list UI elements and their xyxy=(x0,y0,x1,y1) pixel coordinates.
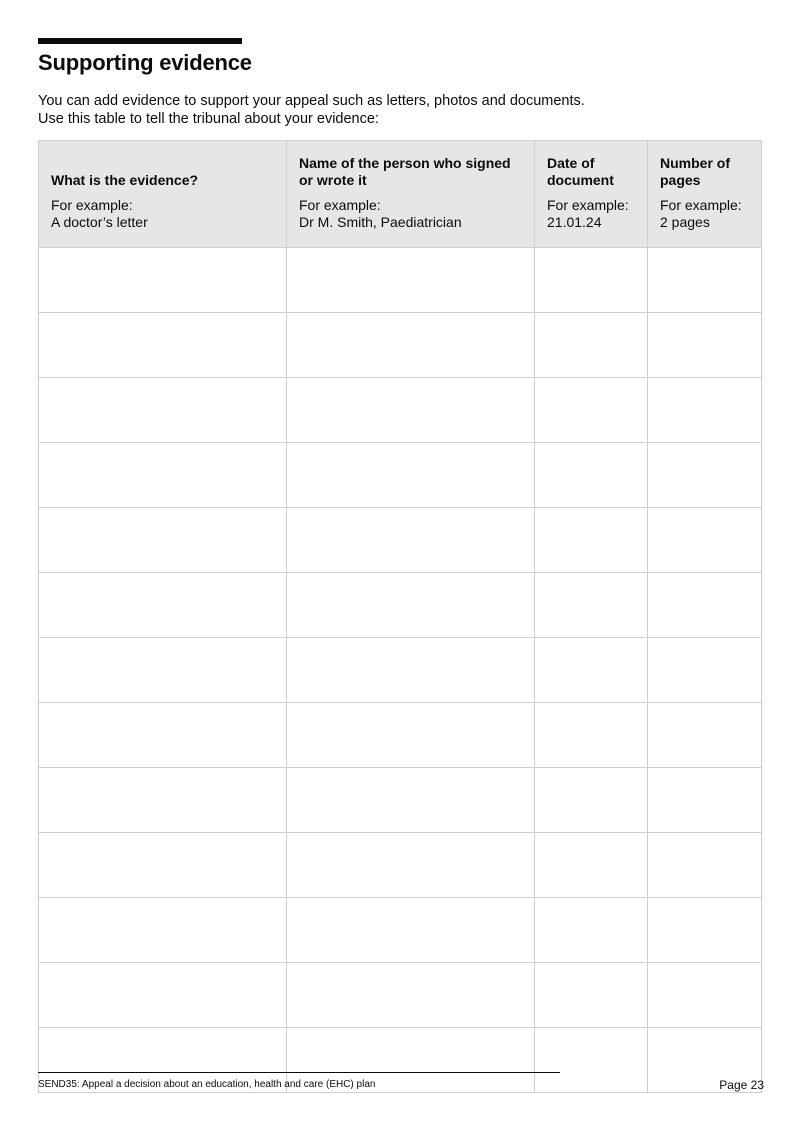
table-row xyxy=(39,573,762,638)
table-row xyxy=(39,963,762,1028)
cell-signer[interactable] xyxy=(287,443,535,508)
column-title-line2: pages xyxy=(660,172,701,188)
cell-pages[interactable] xyxy=(648,248,762,313)
cell-evidence[interactable] xyxy=(39,573,287,638)
cell-date[interactable] xyxy=(535,638,648,703)
table-row xyxy=(39,833,762,898)
column-title: What is the evidence? xyxy=(51,172,199,188)
cell-signer[interactable] xyxy=(287,898,535,963)
cell-evidence[interactable] xyxy=(39,703,287,768)
intro-text xyxy=(38,92,738,128)
example-value: Dr M. Smith, Paediatrician xyxy=(299,214,462,230)
cell-date[interactable] xyxy=(535,378,648,443)
cell-pages[interactable] xyxy=(648,508,762,573)
section-top-rule xyxy=(38,38,242,44)
example-value: A doctor’s letter xyxy=(51,214,148,230)
evidence-table-header-row xyxy=(39,141,762,248)
cell-pages[interactable] xyxy=(648,898,762,963)
cell-pages[interactable] xyxy=(648,768,762,833)
column-header-evidence xyxy=(39,141,287,248)
cell-date[interactable] xyxy=(535,898,648,963)
column-header-date xyxy=(535,141,648,248)
cell-evidence[interactable] xyxy=(39,248,287,313)
example-value: 21.01.24 xyxy=(547,214,602,230)
intro-line-2: Use this table to tell the tribunal about your evidence: xyxy=(38,111,379,127)
column-title: Date of xyxy=(547,155,595,171)
intro-line-1: You can add evidence to support your appeal such as letters, photos and documents. xyxy=(38,93,585,109)
column-title: Number of xyxy=(660,155,730,171)
cell-evidence[interactable] xyxy=(39,833,287,898)
cell-pages[interactable] xyxy=(648,833,762,898)
cell-pages[interactable] xyxy=(648,703,762,768)
cell-signer[interactable] xyxy=(287,833,535,898)
cell-evidence[interactable] xyxy=(39,898,287,963)
cell-date[interactable] xyxy=(535,1028,648,1093)
table-row xyxy=(39,768,762,833)
cell-signer[interactable] xyxy=(287,573,535,638)
example-value: 2 pages xyxy=(660,214,710,230)
cell-date[interactable] xyxy=(535,768,648,833)
cell-signer[interactable] xyxy=(287,248,535,313)
example-label: For example: xyxy=(299,197,381,213)
cell-pages[interactable] xyxy=(648,638,762,703)
evidence-table-body xyxy=(39,248,762,1093)
cell-pages[interactable] xyxy=(648,573,762,638)
column-header-signer xyxy=(287,141,535,248)
table-row xyxy=(39,443,762,508)
column-title-line2: document xyxy=(547,172,614,188)
cell-signer[interactable] xyxy=(287,638,535,703)
cell-pages[interactable] xyxy=(648,313,762,378)
cell-evidence[interactable] xyxy=(39,313,287,378)
cell-date[interactable] xyxy=(535,248,648,313)
cell-signer[interactable] xyxy=(287,963,535,1028)
column-title-line2: or wrote it xyxy=(299,172,367,188)
cell-signer[interactable] xyxy=(287,313,535,378)
footer-form-reference: SEND35: Appeal a decision about an education, health and care (EHC) plan xyxy=(38,1079,376,1090)
table-row xyxy=(39,703,762,768)
cell-date[interactable] xyxy=(535,573,648,638)
cell-date[interactable] xyxy=(535,703,648,768)
cell-evidence[interactable] xyxy=(39,443,287,508)
cell-pages[interactable] xyxy=(648,443,762,508)
cell-date[interactable] xyxy=(535,443,648,508)
table-row xyxy=(39,313,762,378)
table-row xyxy=(39,508,762,573)
table-row xyxy=(39,898,762,963)
cell-signer[interactable] xyxy=(287,508,535,573)
cell-signer[interactable] xyxy=(287,768,535,833)
cell-date[interactable] xyxy=(535,313,648,378)
cell-evidence[interactable] xyxy=(39,508,287,573)
cell-date[interactable] xyxy=(535,963,648,1028)
column-header-pages xyxy=(648,141,762,248)
example-label: For example: xyxy=(660,197,742,213)
cell-evidence[interactable] xyxy=(39,963,287,1028)
page-number: Page 23 xyxy=(719,1078,764,1092)
cell-pages[interactable] xyxy=(648,963,762,1028)
cell-evidence[interactable] xyxy=(39,378,287,443)
table-row xyxy=(39,638,762,703)
example-label: For example: xyxy=(51,197,133,213)
page-title: Supporting evidence xyxy=(38,50,252,75)
evidence-table xyxy=(38,140,762,1093)
cell-evidence[interactable] xyxy=(39,768,287,833)
footer-rule xyxy=(38,1072,560,1073)
example-label: For example: xyxy=(547,197,629,213)
table-row xyxy=(39,378,762,443)
cell-signer[interactable] xyxy=(287,703,535,768)
cell-date[interactable] xyxy=(535,833,648,898)
table-row xyxy=(39,248,762,313)
cell-evidence[interactable] xyxy=(39,638,287,703)
cell-date[interactable] xyxy=(535,508,648,573)
cell-signer[interactable] xyxy=(287,378,535,443)
cell-pages[interactable] xyxy=(648,378,762,443)
column-title: Name of the person who signed xyxy=(299,155,511,171)
